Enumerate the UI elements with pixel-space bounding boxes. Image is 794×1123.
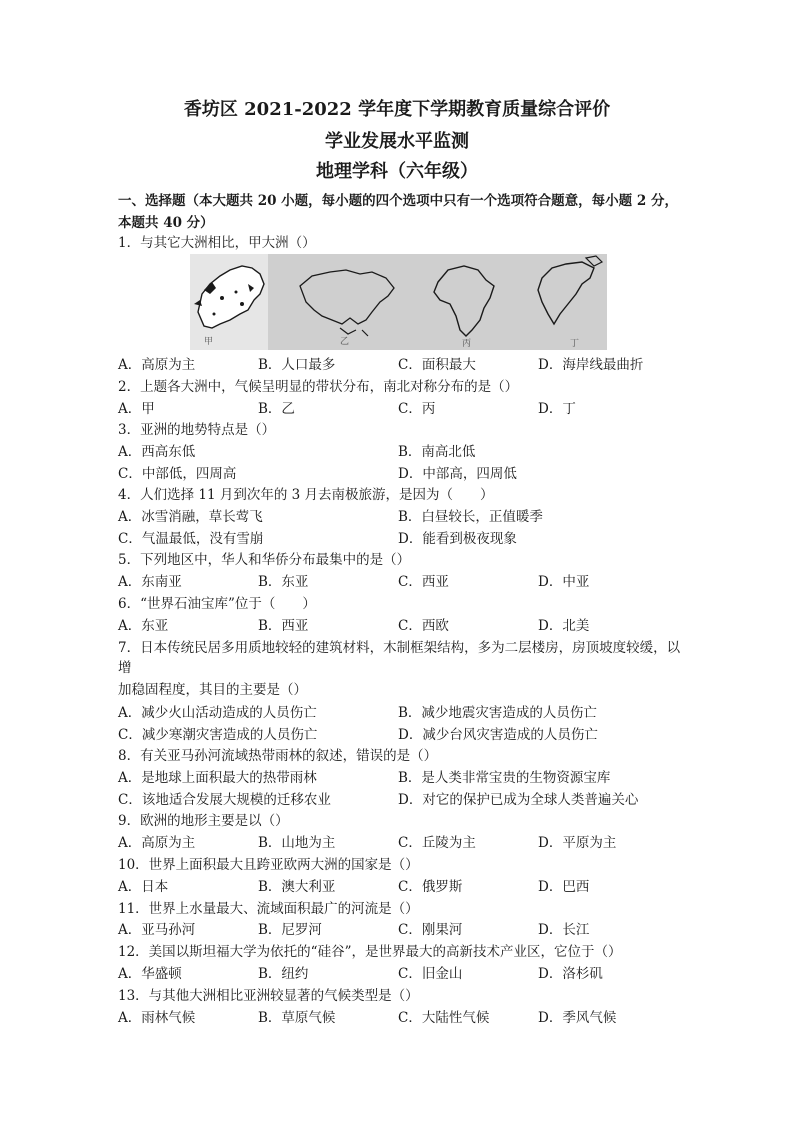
option-b: B．尼罗河 bbox=[258, 922, 322, 938]
continent-maps bbox=[190, 254, 607, 350]
exam-subject: 地理学科（六年级） bbox=[316, 161, 478, 182]
option-a: A．是地球上面积最大的热带雨林 bbox=[118, 770, 317, 786]
option-d: D．中亚 bbox=[538, 574, 590, 590]
question-stem: 8．有关亚马孙河流域热带雨林的叙述，错误的是（） bbox=[118, 748, 438, 764]
map-label-yi: 乙 bbox=[340, 337, 350, 347]
question-stem: 6．“世界石油宝库”位于（ ） bbox=[118, 596, 316, 612]
exam-subtitle: 学业发展水平监测 bbox=[325, 131, 469, 152]
question-stem: 9．欧洲的地形主要是以（） bbox=[118, 813, 289, 829]
question-stem: 5．下列地区中，华人和华侨分布最集中的是（） bbox=[118, 552, 411, 568]
option-c: C．丘陵为主 bbox=[398, 835, 476, 851]
option-b: B．乙 bbox=[258, 401, 295, 417]
map-label-jia: 甲 bbox=[204, 337, 214, 347]
exam-title: 香坊区 2021-2022 学年度下学期教育质量综合评价 bbox=[183, 99, 611, 120]
option-c: C．该地适合发展大规模的迁移农业 bbox=[118, 792, 331, 808]
question-stem: 3．亚洲的地势特点是（） bbox=[118, 422, 276, 438]
question-stem: 7．日本传统民居多用质地较轻的建筑材料，木制框架结构，多为二层楼房，房顶坡度较缓，以增 bbox=[118, 640, 681, 676]
option-b: B．白昼较长，正值暖季 bbox=[398, 509, 543, 525]
option-a: A．甲 bbox=[118, 401, 155, 417]
option-d: D．中部高，四周低 bbox=[398, 466, 517, 482]
option-a: A．东亚 bbox=[118, 618, 169, 634]
option-a: A．华盛顿 bbox=[118, 966, 182, 982]
option-c: C．大陆性气候 bbox=[398, 1010, 490, 1026]
option-d: D．洛杉矶 bbox=[538, 966, 603, 982]
option-c: C．西欧 bbox=[398, 618, 449, 634]
option-d: D．季风气候 bbox=[538, 1010, 617, 1026]
option-c: C．俄罗斯 bbox=[398, 879, 463, 895]
option-a: A．东南亚 bbox=[118, 574, 182, 590]
option-d: D．北美 bbox=[538, 618, 590, 634]
question-stem: 1．与其它大洲相比，甲大洲（） bbox=[118, 235, 316, 251]
question-stem-continued: 加稳固程度，其目的主要是（） bbox=[118, 682, 307, 698]
option-b: B．澳大利亚 bbox=[258, 879, 336, 895]
option-d: D．能看到极夜现象 bbox=[398, 531, 517, 547]
africa-outline-map bbox=[434, 266, 494, 336]
option-c: C．面积最大 bbox=[398, 357, 476, 373]
continent-maps-figure bbox=[190, 254, 607, 350]
option-a: A．冰雪消融，草长莺飞 bbox=[118, 509, 263, 525]
question-stem: 10．世界上面积最大且跨亚欧两大洲的国家是（） bbox=[118, 857, 419, 873]
north-america-outline-map bbox=[538, 256, 602, 324]
map-label-ding: 丁 bbox=[570, 339, 580, 349]
option-a: A．减少火山活动造成的人员伤亡 bbox=[118, 705, 317, 721]
option-b: B．东亚 bbox=[258, 574, 309, 590]
option-c: C．气温最低，没有雪崩 bbox=[118, 531, 264, 547]
option-d: D．减少台风灾害造成的人员伤亡 bbox=[398, 727, 598, 743]
option-c: C．旧金山 bbox=[398, 966, 463, 982]
option-a: A．高原为主 bbox=[118, 835, 196, 851]
option-a: A．高原为主 bbox=[118, 357, 196, 373]
option-d: D．对它的保护已成为全球人类普遍关心 bbox=[398, 792, 639, 808]
option-b: B．南高北低 bbox=[398, 444, 476, 460]
section-heading: 一、选择题（本大题共 20 小题，每小题的四个选项中只有一个选项符合题意，每小题 2 分，本题共 40 分） bbox=[118, 193, 678, 231]
option-b: B．纽约 bbox=[258, 966, 309, 982]
question-stem: 11．世界上水量最大、流域面积最广的河流是（） bbox=[118, 901, 419, 917]
option-c: C．丙 bbox=[398, 401, 436, 417]
option-b: B．西亚 bbox=[258, 618, 309, 634]
option-c: C．西亚 bbox=[398, 574, 449, 590]
option-c: C．中部低，四周高 bbox=[118, 466, 237, 482]
option-a: A．西高东低 bbox=[118, 444, 196, 460]
question-stem: 2．上题各大洲中，气候呈明显的带状分布，南北对称分布的是（） bbox=[118, 379, 519, 395]
option-b: B．草原气候 bbox=[258, 1010, 336, 1026]
option-d: D．丁 bbox=[538, 401, 576, 417]
option-d: D．平原为主 bbox=[538, 835, 617, 851]
option-b: B．山地为主 bbox=[258, 835, 336, 851]
question-stem: 12．美国以斯坦福大学为依托的“硅谷”，是世界最大的高新技术产业区，它位于（） bbox=[118, 944, 622, 960]
question-stem: 13．与其他大洲相比亚洲较显著的气候类型是（） bbox=[118, 988, 419, 1004]
option-d: D．长江 bbox=[538, 922, 590, 938]
option-a: A．雨林气候 bbox=[118, 1010, 196, 1026]
option-b: B．是人类非常宝贵的生物资源宝库 bbox=[398, 770, 611, 786]
option-b: B．减少地震灾害造成的人员伤亡 bbox=[398, 705, 597, 721]
option-c: C．刚果河 bbox=[398, 922, 463, 938]
asia-outline-map bbox=[300, 270, 394, 336]
option-a: A．日本 bbox=[118, 879, 169, 895]
europe-outline-map bbox=[190, 254, 268, 350]
map-label-bing: 丙 bbox=[462, 339, 472, 349]
option-a: A．亚马孙河 bbox=[118, 922, 196, 938]
option-c: C．减少寒潮灾害造成的人员伤亡 bbox=[118, 727, 318, 743]
option-d: D．海岸线最曲折 bbox=[538, 357, 644, 373]
option-b: B．人口最多 bbox=[258, 357, 336, 373]
option-d: D．巴西 bbox=[538, 879, 590, 895]
question-stem: 4．人们选择 11 月到次年的 3 月去南极旅游，是因为（ ） bbox=[118, 487, 494, 503]
